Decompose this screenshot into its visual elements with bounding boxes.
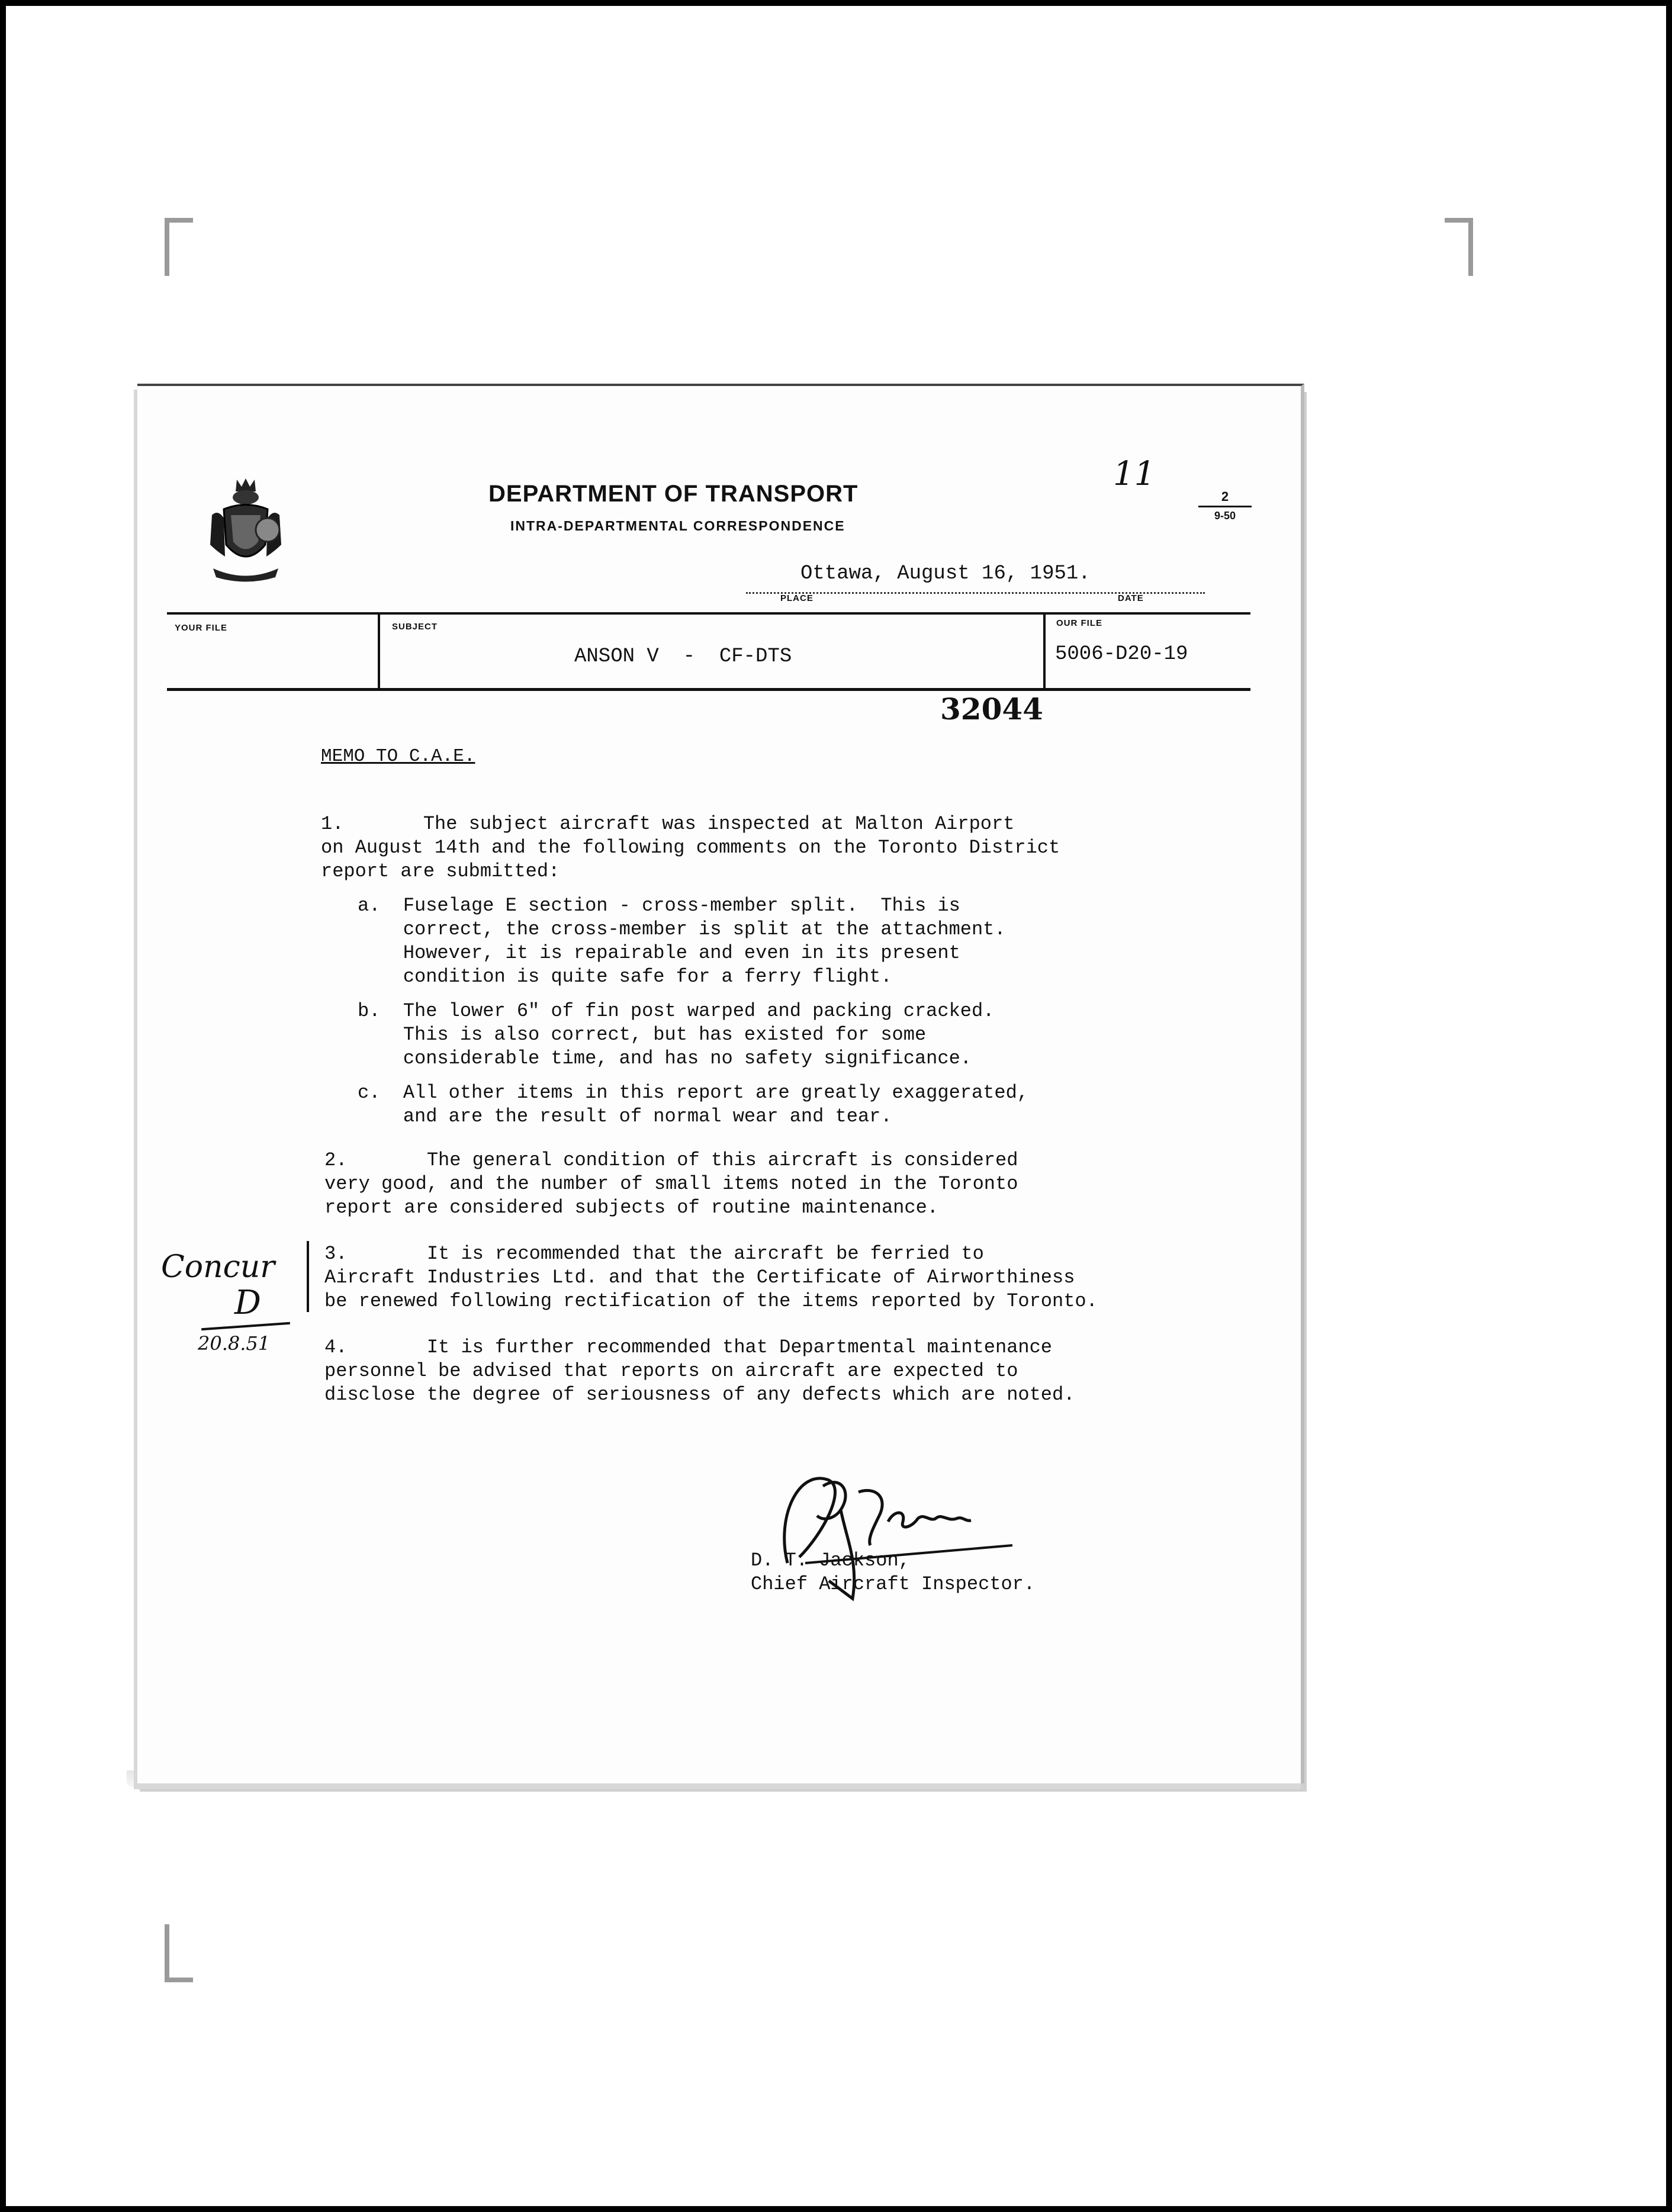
margin-note-initial: D <box>234 1284 261 1322</box>
form-version: 9-50 <box>1214 510 1236 522</box>
header-divider-2 <box>1043 612 1046 690</box>
our-file-label: OUR FILE <box>1056 618 1102 628</box>
page-mark: 11 <box>1113 455 1156 493</box>
margin-note-bracket <box>307 1241 309 1312</box>
crop-mark-top-left <box>165 218 193 276</box>
paragraph-1a: a. Fuselage E section - cross-member split. This is correct, the cross-member is split at the attachment. However, it is repairable and even in its present condition is quite safe for a ferry flight. <box>358 895 1006 988</box>
our-file-value: 5006-D20-19 <box>1055 643 1188 665</box>
signer-block: D. T. Jackson, Chief Aircraft Inspector. <box>751 1549 1036 1595</box>
paragraph-1: 1. The subject aircraft was inspected at Malton Airport on August 14th and the following comments on the Toronto District report are submitted: <box>321 813 1060 882</box>
paragraph-3: 3. It is recommended that the aircraft be ferried to Aircraft Industries Ltd. and that the Certificate of Airworthiness be renewed following rectification of the items reported by Toronto. <box>324 1243 1098 1312</box>
crop-mark-top-right <box>1445 218 1473 276</box>
canadian-coat-of-arms-icon <box>201 474 290 586</box>
subject-label: SUBJECT <box>392 622 438 632</box>
header-rule-bottom <box>167 688 1250 691</box>
memo-recipient: MEMO TO C.A.E. <box>321 746 475 767</box>
header-rule-top <box>167 612 1250 615</box>
subject-value: ANSON V - CF-DTS <box>574 645 792 668</box>
paragraph-4: 4. It is further recommended that Departmental maintenance personnel be advised that reports on aircraft are expected to disclose the degree of seriousness of any defects which are noted. <box>324 1336 1075 1406</box>
place-date-value: Ottawa, August 16, 1951. <box>800 562 1091 585</box>
margin-note-date: 20.8.51 <box>198 1332 271 1355</box>
paragraph-1b: b. The lower 6" of fin post warped and packing cracked. This is also correct, but has existed for some considerable time, and has no safety significance. <box>358 1000 995 1069</box>
paragraph-1c: c. All other items in this report are greatly exaggerated, and are the result of normal wear and tear. <box>358 1082 1028 1127</box>
header-divider-1 <box>378 612 380 690</box>
department-title: DEPARTMENT OF TRANSPORT <box>488 481 858 507</box>
correspondence-subtitle: INTRA-DEPARTMENTAL CORRESPONDENCE <box>510 518 845 533</box>
paragraph-2: 2. The general condition of this aircraft is considered very good, and the number of small items noted in the Toronto report are considered subjects of routine maintenance. <box>324 1149 1018 1218</box>
date-label: DATE <box>1118 593 1144 603</box>
crop-mark-bottom-left <box>165 1924 193 1982</box>
your-file-label: YOUR FILE <box>175 623 228 633</box>
form-number <box>1198 489 1252 522</box>
place-label: PLACE <box>780 593 814 603</box>
margin-note-concur: Concur <box>161 1249 275 1285</box>
form-number-value: 2 <box>1198 489 1252 507</box>
reference-number: 32044 <box>940 692 1043 726</box>
